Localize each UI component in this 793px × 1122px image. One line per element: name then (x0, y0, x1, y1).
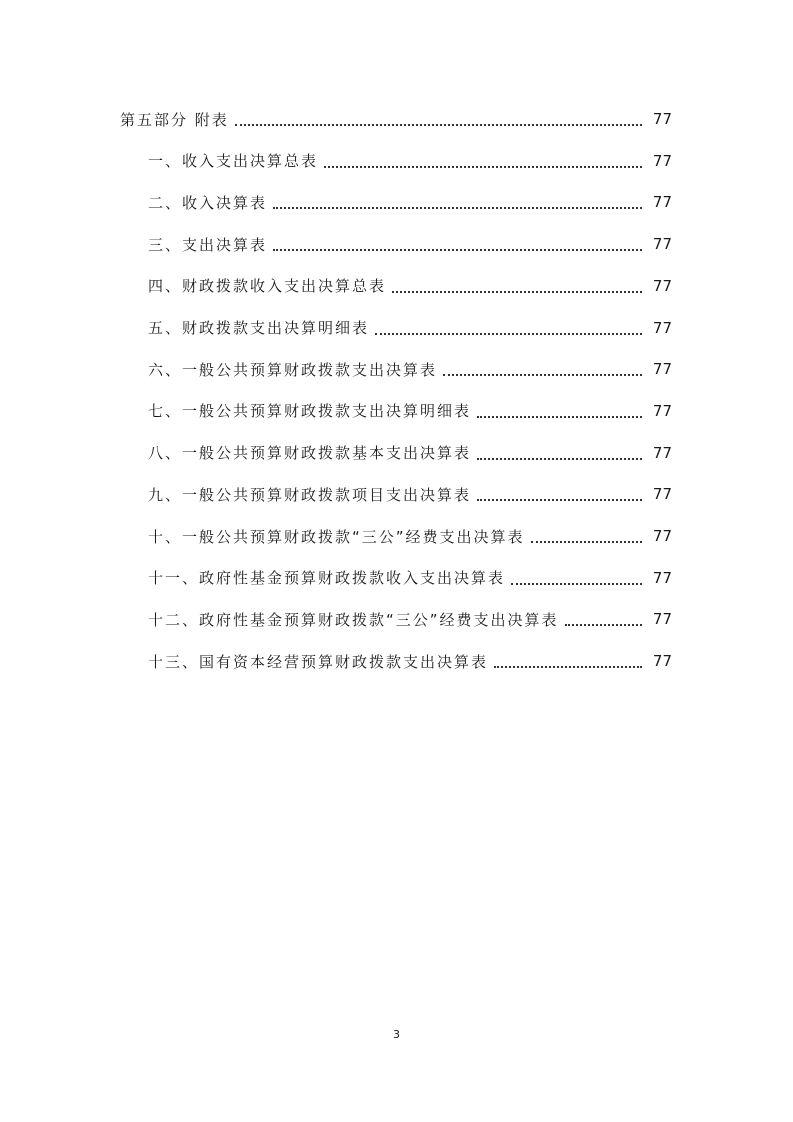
toc-dot-leader (477, 416, 642, 418)
toc-dot-leader (392, 291, 642, 293)
toc-entry[interactable] (148, 315, 672, 341)
toc-entry-page: 77 (652, 652, 672, 671)
toc-entry-title: 八、一般公共预算财政拨款基本支出决算表 (148, 444, 472, 463)
toc-entry[interactable] (148, 606, 672, 632)
toc-entry-title: 六、一般公共预算财政拨款支出决算表 (148, 360, 438, 379)
toc-dot-leader (324, 166, 642, 168)
toc-dot-leader (477, 458, 642, 460)
toc-entry-title: 五、财政拨款支出决算明细表 (148, 319, 370, 337)
toc-entry[interactable] (148, 440, 672, 466)
toc-entry[interactable] (148, 148, 672, 174)
toc-entry-title: 一、收入支出决算总表 (148, 152, 319, 171)
toc-entry[interactable] (148, 231, 672, 257)
toc-entry-page: 77 (652, 235, 672, 254)
toc-entry-title: 十三、国有资本经营预算财政拨款支出决算表 (148, 652, 489, 671)
toc-entry-title: 十、一般公共预算财政拨款“三公”经费支出决算表 (148, 527, 525, 546)
toc-entry-page: 77 (652, 527, 672, 545)
toc-entry[interactable] (148, 481, 672, 507)
page-number: 3 (393, 1028, 400, 1041)
toc-entry-page: 77 (652, 276, 672, 295)
toc-dot-leader (494, 666, 642, 668)
toc-entry[interactable] (148, 356, 672, 382)
toc-entry-page: 77 (652, 193, 672, 212)
toc-entry-page: 77 (652, 485, 672, 504)
toc-entry[interactable] (148, 565, 672, 591)
toc-entry[interactable] (148, 273, 672, 299)
toc-entry-title: 第五部分 附表 (120, 110, 229, 129)
toc-entry-page: 77 (652, 610, 672, 629)
toc-entry-page: 77 (652, 151, 672, 170)
toc-dot-leader (273, 249, 642, 251)
toc-entry-page: 77 (652, 318, 672, 337)
toc-dot-leader (443, 374, 642, 376)
toc-dot-leader (531, 541, 642, 543)
toc-entry[interactable] (120, 106, 672, 132)
toc-entry-title: 四、财政拨款收入支出决算总表 (148, 277, 387, 296)
toc-entry-page: 77 (652, 568, 672, 587)
toc-entry[interactable] (148, 648, 672, 674)
toc-dot-leader (565, 624, 642, 626)
toc-entry-title: 二、收入决算表 (148, 193, 268, 212)
toc-dot-leader (511, 583, 642, 585)
toc-entry-title: 七、一般公共预算财政拨款支出决算明细表 (148, 402, 472, 421)
toc-dot-leader (235, 124, 642, 126)
toc-entry[interactable] (148, 398, 672, 424)
toc-entry-title: 三、支出决算表 (148, 235, 268, 254)
toc-entry-title: 九、一般公共预算财政拨款项目支出决算表 (148, 485, 472, 504)
toc-entry-page: 77 (652, 110, 672, 128)
toc-entry[interactable] (148, 189, 672, 215)
toc-dot-leader (477, 499, 642, 501)
toc-dot-leader (273, 207, 642, 209)
toc-dot-leader (375, 333, 642, 335)
toc-entry[interactable] (148, 523, 672, 549)
toc-entry-page: 77 (652, 360, 672, 379)
toc-entry-title: 十二、政府性基金预算财政拨款“三公”经费支出决算表 (148, 610, 559, 629)
toc-entry-page: 77 (652, 443, 672, 462)
toc-entry-page: 77 (652, 401, 672, 420)
toc-entry-title: 十一、政府性基金预算财政拨款收入支出决算表 (148, 569, 506, 588)
